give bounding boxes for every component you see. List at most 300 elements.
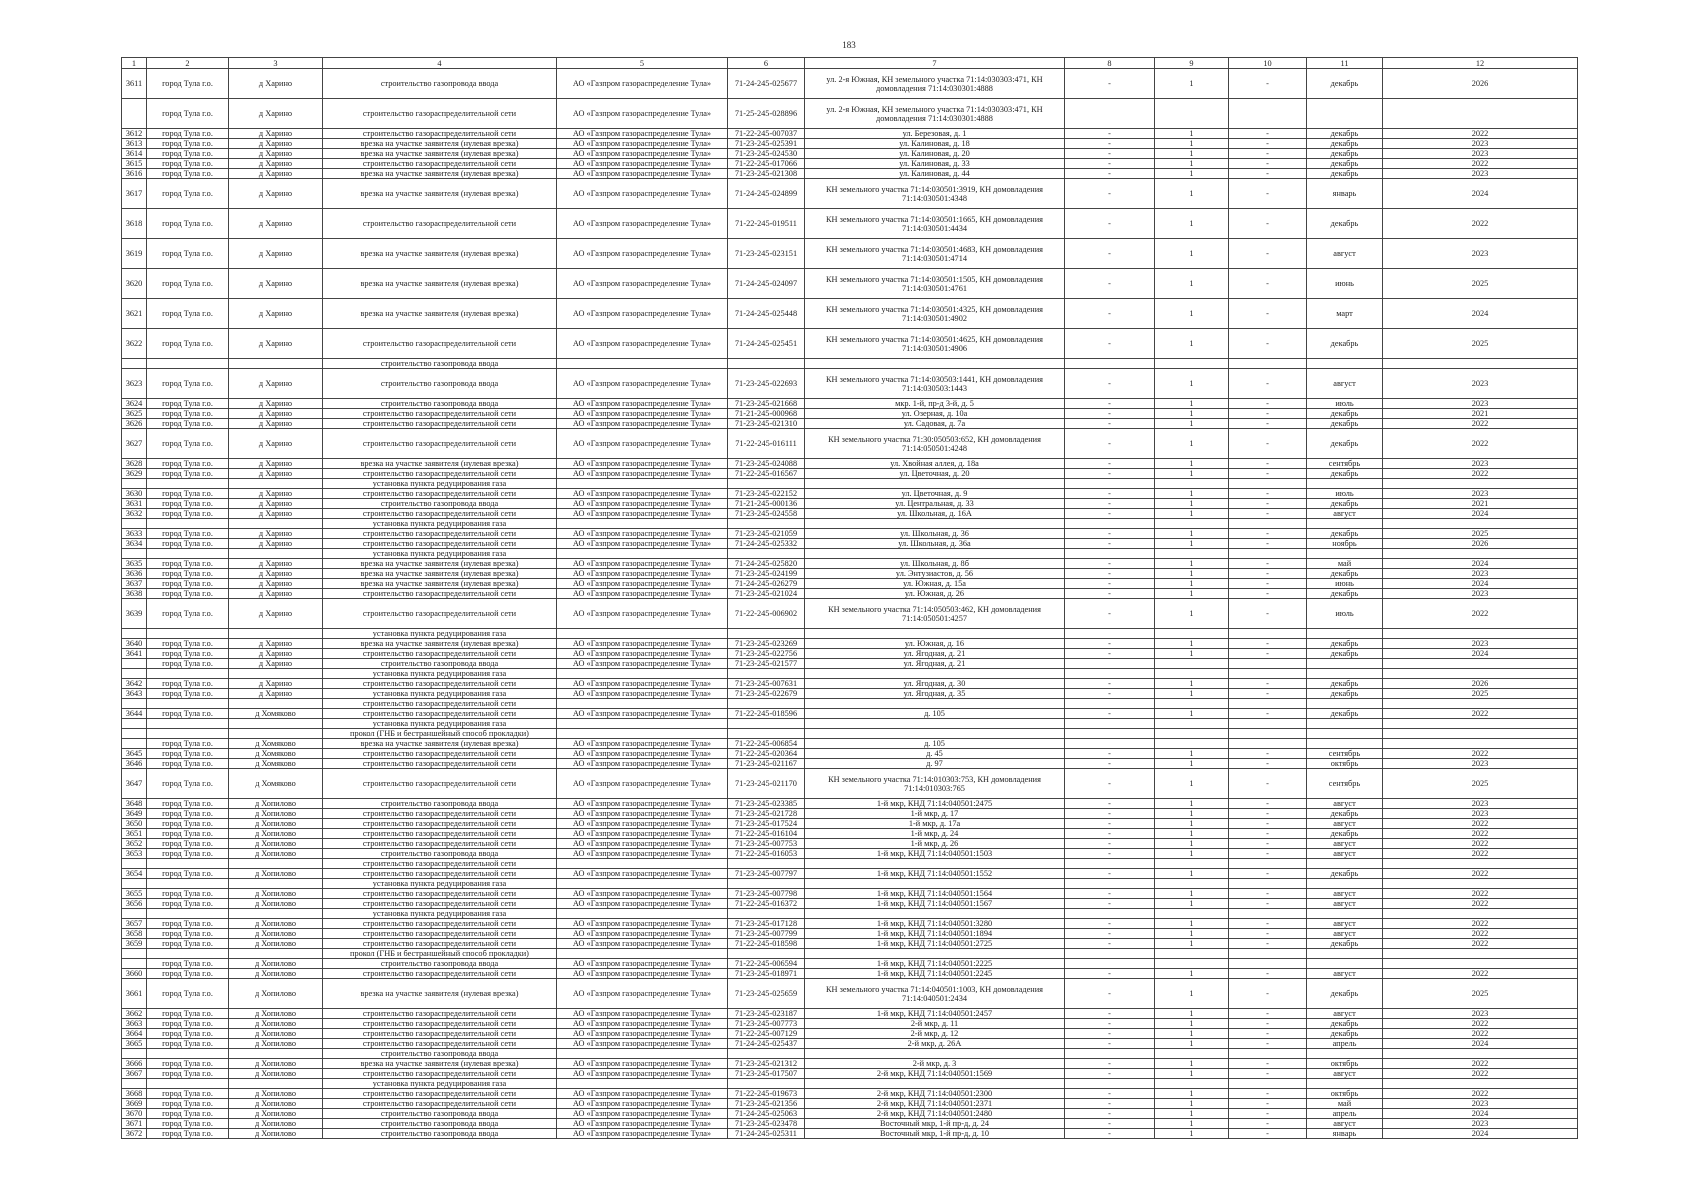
- month-cell: декабрь: [1307, 829, 1383, 839]
- address-cell: 1-й мкр, КНД 71:14:040501:2457: [805, 1009, 1065, 1019]
- village-cell: д Харино: [229, 149, 323, 159]
- organization-cell: АО «Газпром газораспределение Тула»: [557, 1099, 728, 1109]
- table-row: [122, 1109, 1578, 1119]
- code-cell: 71-22-245-016104: [728, 829, 805, 839]
- month-cell: декабрь: [1307, 209, 1383, 239]
- table-row: [122, 839, 1578, 849]
- month-cell: [1307, 859, 1383, 869]
- col8-cell: [1065, 959, 1155, 969]
- code-cell: 71-23-245-024558: [728, 509, 805, 519]
- work-type-cell: врезка на участке заявителя (нулевая врезка): [323, 739, 557, 749]
- month-cell: декабрь: [1307, 689, 1383, 699]
- code-cell: 71-23-245-024530: [728, 149, 805, 159]
- year-cell: [1383, 949, 1578, 959]
- address-cell: КН земельного участка 71:30:050503:652, КН домовладения 71:14:050501:4248: [805, 429, 1065, 459]
- village-cell: д Хомяково: [229, 709, 323, 719]
- code-cell: 71-23-245-007799: [728, 929, 805, 939]
- col10-cell: -: [1229, 369, 1307, 399]
- col9-cell: 1: [1155, 1109, 1229, 1119]
- address-cell: ул. Школьная, д. 8б: [805, 559, 1065, 569]
- city-cell: город Тула г.о.: [147, 1059, 229, 1069]
- address-cell: 1-й мкр, КНД 71:14:040501:1503: [805, 849, 1065, 859]
- year-cell: 2024: [1383, 299, 1578, 329]
- month-cell: [1307, 629, 1383, 639]
- code-cell: 71-23-245-022756: [728, 649, 805, 659]
- row-number: [122, 729, 147, 739]
- row-number: [122, 739, 147, 749]
- year-cell: 2023: [1383, 459, 1578, 469]
- col10-cell: -: [1229, 889, 1307, 899]
- col9-cell: 1: [1155, 499, 1229, 509]
- address-cell: [805, 359, 1065, 369]
- year-cell: 2023: [1383, 1009, 1578, 1019]
- table-row: [122, 1029, 1578, 1039]
- work-type-cell: строительство газораспределительной сети: [323, 129, 557, 139]
- year-cell: 2022: [1383, 429, 1578, 459]
- col8-cell: -: [1065, 269, 1155, 299]
- col8-cell: -: [1065, 979, 1155, 1009]
- code-cell: 71-23-245-023478: [728, 1119, 805, 1129]
- village-cell: [229, 729, 323, 739]
- month-cell: декабрь: [1307, 569, 1383, 579]
- table-header: [122, 58, 1578, 69]
- city-cell: [147, 669, 229, 679]
- col8-cell: -: [1065, 939, 1155, 949]
- address-cell: 2-й мкр, КНД 71:14:040501:1569: [805, 1069, 1065, 1079]
- city-cell: город Тула г.о.: [147, 829, 229, 839]
- village-cell: д Харино: [229, 689, 323, 699]
- month-cell: сентябрь: [1307, 459, 1383, 469]
- table-row: [122, 879, 1578, 889]
- col10-cell: [1229, 719, 1307, 729]
- city-cell: город Тула г.о.: [147, 1009, 229, 1019]
- col10-cell: -: [1229, 139, 1307, 149]
- work-type-cell: врезка на участке заявителя (нулевая врезка): [323, 139, 557, 149]
- code-cell: 71-23-245-007753: [728, 839, 805, 849]
- col10-cell: -: [1229, 419, 1307, 429]
- work-type-cell: установка пункта редуцирования газа: [323, 689, 557, 699]
- year-cell: 2023: [1383, 589, 1578, 599]
- address-cell: [805, 549, 1065, 559]
- organization-cell: [557, 879, 728, 889]
- row-number: 3626: [122, 419, 147, 429]
- row-number: 3645: [122, 749, 147, 759]
- col10-cell: -: [1229, 689, 1307, 699]
- code-cell: 71-23-245-021170: [728, 769, 805, 799]
- work-type-cell: врезка на участке заявителя (нулевая врезка): [323, 299, 557, 329]
- col8-cell: [1065, 859, 1155, 869]
- year-cell: 2022: [1383, 829, 1578, 839]
- work-type-cell: строительство газораспределительной сети: [323, 159, 557, 169]
- code-cell: 71-23-245-007631: [728, 679, 805, 689]
- organization-cell: АО «Газпром газораспределение Тула»: [557, 659, 728, 669]
- code-cell: 71-24-245-025063: [728, 1109, 805, 1119]
- address-cell: [805, 519, 1065, 529]
- address-cell: [805, 699, 1065, 709]
- month-cell: декабрь: [1307, 939, 1383, 949]
- column-number-1: 1: [122, 58, 147, 69]
- organization-cell: АО «Газпром газораспределение Тула»: [557, 159, 728, 169]
- col8-cell: -: [1065, 409, 1155, 419]
- code-cell: 71-23-245-023151: [728, 239, 805, 269]
- village-cell: [229, 629, 323, 639]
- col8-cell: -: [1065, 649, 1155, 659]
- work-type-cell: строительство газораспределительной сети: [323, 429, 557, 459]
- city-cell: город Тула г.о.: [147, 809, 229, 819]
- code-cell: [728, 879, 805, 889]
- col9-cell: [1155, 879, 1229, 889]
- address-cell: КН земельного участка 71:14:030501:3919, КН домовладения 71:14:030501:4348: [805, 179, 1065, 209]
- table-row: [122, 929, 1578, 939]
- table-row: [122, 539, 1578, 549]
- col8-cell: [1065, 659, 1155, 669]
- work-type-cell: установка пункта редуцирования газа: [323, 629, 557, 639]
- col9-cell: 1: [1155, 399, 1229, 409]
- year-cell: [1383, 879, 1578, 889]
- city-cell: город Тула г.о.: [147, 659, 229, 669]
- row-number: [122, 479, 147, 489]
- work-type-cell: строительство газопровода ввода: [323, 1119, 557, 1129]
- row-number: 3637: [122, 579, 147, 589]
- row-number: 3646: [122, 759, 147, 769]
- work-type-cell: строительство газораспределительной сети: [323, 1099, 557, 1109]
- row-number: 3654: [122, 869, 147, 879]
- col9-cell: [1155, 949, 1229, 959]
- col8-cell: -: [1065, 139, 1155, 149]
- address-cell: [805, 629, 1065, 639]
- row-number: 3671: [122, 1119, 147, 1129]
- code-cell: 71-24-245-024899: [728, 179, 805, 209]
- code-cell: 71-23-245-023187: [728, 1009, 805, 1019]
- year-cell: 2026: [1383, 539, 1578, 549]
- address-cell: ул. 2-я Южная, КН земельного участка 71:14:030303:471, КН домовладения 71:14:030301:4888: [805, 99, 1065, 129]
- village-cell: д Харино: [229, 579, 323, 589]
- month-cell: июнь: [1307, 579, 1383, 589]
- year-cell: [1383, 1079, 1578, 1089]
- city-cell: город Тула г.о.: [147, 749, 229, 759]
- organization-cell: АО «Газпром газораспределение Тула»: [557, 1039, 728, 1049]
- month-cell: июль: [1307, 399, 1383, 409]
- city-cell: [147, 879, 229, 889]
- table-row: [122, 859, 1578, 869]
- code-cell: 71-23-245-021310: [728, 419, 805, 429]
- month-cell: сентябрь: [1307, 749, 1383, 759]
- city-cell: город Тула г.о.: [147, 129, 229, 139]
- village-cell: д Харино: [229, 649, 323, 659]
- column-number-6: 6: [728, 58, 805, 69]
- city-cell: город Тула г.о.: [147, 899, 229, 909]
- year-cell: [1383, 719, 1578, 729]
- row-number: 3653: [122, 849, 147, 859]
- col8-cell: -: [1065, 799, 1155, 809]
- year-cell: [1383, 629, 1578, 639]
- table-row: [122, 1009, 1578, 1019]
- work-type-cell: установка пункта редуцирования газа: [323, 669, 557, 679]
- col10-cell: -: [1229, 819, 1307, 829]
- row-number: 3662: [122, 1009, 147, 1019]
- city-cell: [147, 549, 229, 559]
- village-cell: д Хопилово: [229, 809, 323, 819]
- col8-cell: -: [1065, 299, 1155, 329]
- col10-cell: -: [1229, 159, 1307, 169]
- col8-cell: -: [1065, 159, 1155, 169]
- row-number: 3612: [122, 129, 147, 139]
- row-number: 3643: [122, 689, 147, 699]
- month-cell: декабрь: [1307, 329, 1383, 359]
- column-number-2: 2: [147, 58, 229, 69]
- code-cell: [728, 519, 805, 529]
- work-type-cell: строительство газораспределительной сети: [323, 469, 557, 479]
- col9-cell: 1: [1155, 539, 1229, 549]
- col10-cell: [1229, 519, 1307, 529]
- organization-cell: [557, 669, 728, 679]
- col9-cell: 1: [1155, 599, 1229, 629]
- city-cell: город Тула г.о.: [147, 1039, 229, 1049]
- col10-cell: -: [1229, 1109, 1307, 1119]
- col9-cell: 1: [1155, 639, 1229, 649]
- city-cell: город Тула г.о.: [147, 1109, 229, 1119]
- code-cell: 71-23-245-017128: [728, 919, 805, 929]
- col9-cell: 1: [1155, 1019, 1229, 1029]
- month-cell: [1307, 909, 1383, 919]
- work-type-cell: строительство газораспределительной сети: [323, 749, 557, 759]
- row-number: 3622: [122, 329, 147, 359]
- work-type-cell: строительство газопровода ввода: [323, 659, 557, 669]
- organization-cell: АО «Газпром газораспределение Тула»: [557, 99, 728, 129]
- col8-cell: -: [1065, 1109, 1155, 1119]
- city-cell: город Тула г.о.: [147, 579, 229, 589]
- col10-cell: -: [1229, 489, 1307, 499]
- code-cell: 71-22-245-016111: [728, 429, 805, 459]
- village-cell: д Харино: [229, 139, 323, 149]
- col8-cell: -: [1065, 1019, 1155, 1029]
- city-cell: город Тула г.о.: [147, 969, 229, 979]
- year-cell: 2025: [1383, 269, 1578, 299]
- organization-cell: [557, 1079, 728, 1089]
- year-cell: 2022: [1383, 709, 1578, 719]
- year-cell: 2024: [1383, 509, 1578, 519]
- address-cell: ул. Калиновая, д. 20: [805, 149, 1065, 159]
- address-cell: 1-й мкр, КНД 71:14:040501:1552: [805, 869, 1065, 879]
- col10-cell: [1229, 859, 1307, 869]
- work-type-cell: строительство газораспределительной сети: [323, 539, 557, 549]
- year-cell: 2024: [1383, 1109, 1578, 1119]
- col10-cell: [1229, 739, 1307, 749]
- col8-cell: [1065, 699, 1155, 709]
- city-cell: город Тула г.о.: [147, 939, 229, 949]
- row-number: 3672: [122, 1129, 147, 1139]
- code-cell: [728, 699, 805, 709]
- column-number-7: 7: [805, 58, 1065, 69]
- organization-cell: АО «Газпром газораспределение Тула»: [557, 169, 728, 179]
- code-cell: 71-22-245-018598: [728, 939, 805, 949]
- col8-cell: -: [1065, 1069, 1155, 1079]
- month-cell: июль: [1307, 599, 1383, 629]
- table-row: [122, 549, 1578, 559]
- organization-cell: АО «Газпром газораспределение Тула»: [557, 579, 728, 589]
- organization-cell: АО «Газпром газораспределение Тула»: [557, 869, 728, 879]
- month-cell: декабрь: [1307, 149, 1383, 159]
- work-type-cell: строительство газопровода ввода: [323, 959, 557, 969]
- month-cell: [1307, 669, 1383, 679]
- table-row: [122, 499, 1578, 509]
- row-number: 3655: [122, 889, 147, 899]
- organization-cell: АО «Газпром газораспределение Тула»: [557, 749, 728, 759]
- city-cell: город Тула г.о.: [147, 179, 229, 209]
- organization-cell: АО «Газпром газораспределение Тула»: [557, 899, 728, 909]
- month-cell: декабрь: [1307, 979, 1383, 1009]
- col9-cell: 1: [1155, 579, 1229, 589]
- month-cell: октябрь: [1307, 1089, 1383, 1099]
- code-cell: 71-23-245-017524: [728, 819, 805, 829]
- year-cell: 2024: [1383, 649, 1578, 659]
- city-cell: город Тула г.о.: [147, 679, 229, 689]
- city-cell: город Тула г.о.: [147, 529, 229, 539]
- city-cell: город Тула г.о.: [147, 849, 229, 859]
- table-row: [122, 139, 1578, 149]
- village-cell: д Харино: [229, 419, 323, 429]
- page-number: 183: [842, 40, 856, 50]
- city-cell: [147, 949, 229, 959]
- year-cell: 2023: [1383, 569, 1578, 579]
- row-number: [122, 859, 147, 869]
- month-cell: август: [1307, 369, 1383, 399]
- address-cell: [805, 1049, 1065, 1059]
- address-cell: ул. Школьная, д. 36а: [805, 539, 1065, 549]
- month-cell: август: [1307, 799, 1383, 809]
- table-row: [122, 429, 1578, 459]
- table-row: [122, 559, 1578, 569]
- organization-cell: АО «Газпром газораспределение Тула»: [557, 769, 728, 799]
- col10-cell: -: [1229, 559, 1307, 569]
- row-number: 3632: [122, 509, 147, 519]
- city-cell: город Тула г.о.: [147, 589, 229, 599]
- city-cell: город Тула г.о.: [147, 759, 229, 769]
- row-number: 3648: [122, 799, 147, 809]
- table-row: [122, 829, 1578, 839]
- city-cell: город Тула г.о.: [147, 239, 229, 269]
- col8-cell: -: [1065, 399, 1155, 409]
- table-row: [122, 239, 1578, 269]
- organization-cell: АО «Газпром газораспределение Тула»: [557, 819, 728, 829]
- table-row: [122, 889, 1578, 899]
- table-row: [122, 749, 1578, 759]
- work-type-cell: строительство газопровода ввода: [323, 799, 557, 809]
- city-cell: город Тула г.о.: [147, 1099, 229, 1109]
- col8-cell: -: [1065, 369, 1155, 399]
- city-cell: город Тула г.о.: [147, 539, 229, 549]
- organization-cell: АО «Газпром газораспределение Тула»: [557, 1009, 728, 1019]
- row-number: 3652: [122, 839, 147, 849]
- organization-cell: АО «Газпром газораспределение Тула»: [557, 1089, 728, 1099]
- table-row: [122, 269, 1578, 299]
- organization-cell: АО «Газпром газораспределение Тула»: [557, 1129, 728, 1139]
- month-cell: декабрь: [1307, 499, 1383, 509]
- month-cell: [1307, 479, 1383, 489]
- work-type-cell: строительство газораспределительной сети: [323, 529, 557, 539]
- code-cell: [728, 859, 805, 869]
- table-row: [122, 689, 1578, 699]
- village-cell: д Хопилово: [229, 869, 323, 879]
- village-cell: д Хопилово: [229, 1009, 323, 1019]
- organization-cell: [557, 699, 728, 709]
- city-cell: город Тула г.о.: [147, 639, 229, 649]
- col8-cell: [1065, 729, 1155, 739]
- city-cell: [147, 1079, 229, 1089]
- work-type-cell: строительство газораспределительной сети: [323, 759, 557, 769]
- col10-cell: -: [1229, 169, 1307, 179]
- city-cell: город Тула г.о.: [147, 769, 229, 799]
- organization-cell: [557, 719, 728, 729]
- table-row: [122, 919, 1578, 929]
- row-number: 3658: [122, 929, 147, 939]
- col9-cell: 1: [1155, 979, 1229, 1009]
- col9-cell: 1: [1155, 469, 1229, 479]
- organization-cell: АО «Газпром газораспределение Тула»: [557, 129, 728, 139]
- city-cell: город Тула г.о.: [147, 489, 229, 499]
- col9-cell: 1: [1155, 1069, 1229, 1079]
- year-cell: 2023: [1383, 149, 1578, 159]
- village-cell: д Харино: [229, 559, 323, 569]
- village-cell: д Хомяково: [229, 769, 323, 799]
- organization-cell: АО «Газпром газораспределение Тула»: [557, 939, 728, 949]
- address-cell: ул. Энтузиастов, д. 56: [805, 569, 1065, 579]
- organization-cell: АО «Газпром газораспределение Тула»: [557, 419, 728, 429]
- month-cell: декабрь: [1307, 139, 1383, 149]
- row-number: 3640: [122, 639, 147, 649]
- organization-cell: АО «Газпром газораспределение Тула»: [557, 589, 728, 599]
- col8-cell: [1065, 549, 1155, 559]
- organization-cell: АО «Газпром газораспределение Тула»: [557, 429, 728, 459]
- village-cell: д Харино: [229, 599, 323, 629]
- address-cell: КН земельного участка 71:14:010303:753, КН домовладения 71:14:010303:765: [805, 769, 1065, 799]
- col8-cell: -: [1065, 1009, 1155, 1019]
- code-cell: [728, 1049, 805, 1059]
- col10-cell: -: [1229, 919, 1307, 929]
- village-cell: [229, 1079, 323, 1089]
- organization-cell: [557, 549, 728, 559]
- month-cell: [1307, 949, 1383, 959]
- code-cell: 71-25-245-028896: [728, 99, 805, 129]
- work-type-cell: строительство газораспределительной сети: [323, 869, 557, 879]
- col8-cell: [1065, 909, 1155, 919]
- code-cell: 71-22-245-006902: [728, 599, 805, 629]
- address-cell: КН земельного участка 71:14:030503:1441, КН домовладения 71:14:030503:1443: [805, 369, 1065, 399]
- year-cell: 2022: [1383, 599, 1578, 629]
- code-cell: 71-24-245-025311: [728, 1129, 805, 1139]
- year-cell: 2022: [1383, 869, 1578, 879]
- village-cell: д Хопилово: [229, 1129, 323, 1139]
- village-cell: д Харино: [229, 469, 323, 479]
- month-cell: декабрь: [1307, 639, 1383, 649]
- code-cell: 71-24-245-025332: [728, 539, 805, 549]
- month-cell: июнь: [1307, 269, 1383, 299]
- address-cell: 1-й мкр, КНД 71:14:040501:1564: [805, 889, 1065, 899]
- row-number: 3630: [122, 489, 147, 499]
- village-cell: [229, 909, 323, 919]
- work-type-cell: строительство газораспределительной сети: [323, 919, 557, 929]
- work-type-cell: установка пункта редуцирования газа: [323, 909, 557, 919]
- row-number: [122, 549, 147, 559]
- organization-cell: АО «Газпром газораспределение Тула»: [557, 689, 728, 699]
- city-cell: город Тула г.о.: [147, 149, 229, 159]
- year-cell: [1383, 739, 1578, 749]
- village-cell: д Хопилово: [229, 1029, 323, 1039]
- col9-cell: 1: [1155, 749, 1229, 759]
- year-cell: [1383, 519, 1578, 529]
- work-type-cell: строительство газораспределительной сети: [323, 939, 557, 949]
- row-number: 3647: [122, 769, 147, 799]
